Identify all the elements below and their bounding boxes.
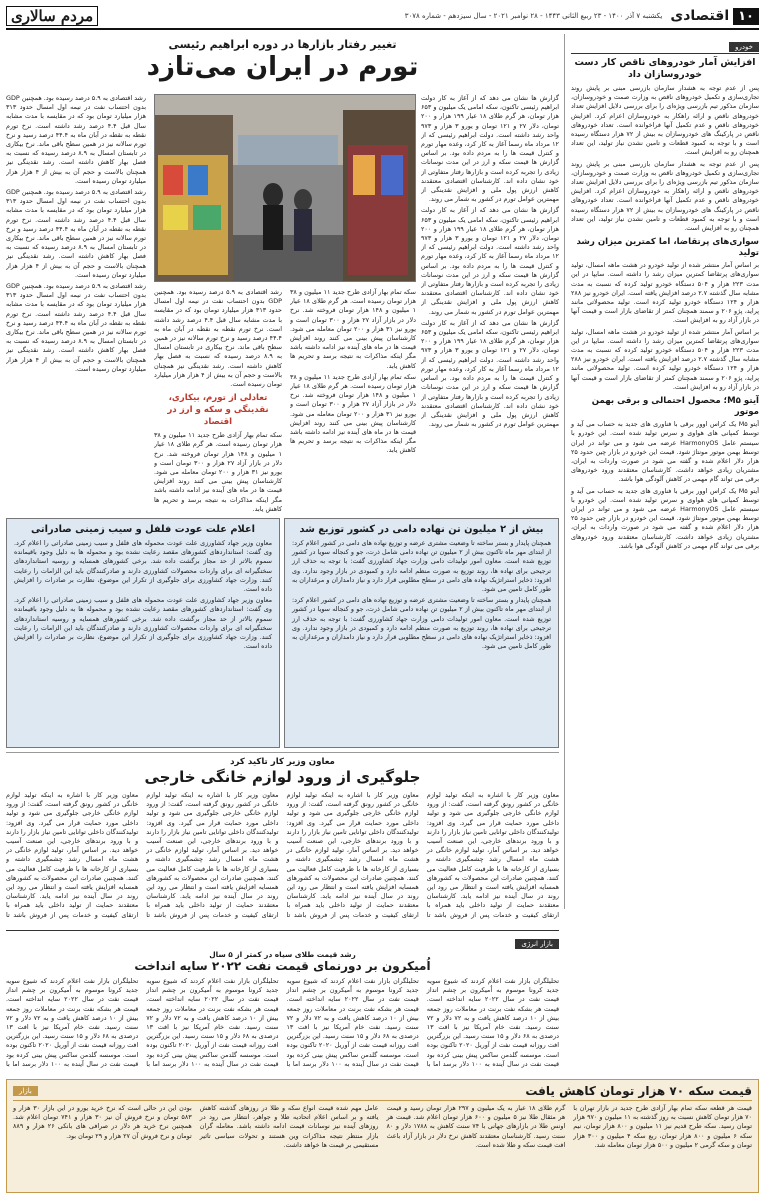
coin-price-story bbox=[6, 1079, 759, 1193]
under-photo-left-para: رشد اقتصادی به ۵.۹ درصد رسیده بود. همچنین GDP بدون احتساب نفت در نیمه اول امسال حدود ۳۱۳ هزار میلیارد تومان بود که در مقایسه با مدت مشابه سال قبل ۴.۴ درصد رشد داشته است. نرخ تورم نقطه به نقطه در آبان ماه به ۴۴.۴ درصد رسید و نرخ تورم سالانه نیز در همین سطح باقی ماند. نرخ بیکاری در تابستان امسال به ۸.۹ درصد رسیده که نسبت به فصل بهار کاهش داشته است. رشد نقدینگی نیز همچنان بالاست و حجم آن به بیش از ۴ هزار هزار میلیارد تومان رسیده است. bbox=[154, 288, 282, 389]
oil-col-1: تحلیلگران بازار نفت اعلام کردند که شیوع سویه جدید کرونا موسوم به اُمیکرون بر چشم انداز قیمت نفت در سال ۲۰۲۲ سایه انداخته است. قیمت هر بشکه نفت برنت در معاملات روز جمعه بیش از ۱۰ درصد کاهش یافت و به ۷۲ دلار و ۷۲ سنت رسید. نفت خام آمریکا نیز با افت ۱۳ درصدی به ۶۸ دلار و ۱۵ سنت رسید. این بزرگترین افت روزانه قیمت نفت از آوریل ۲۰۲۰ تاکنون بوده است. موسسه گلدمن ساکس پیش بینی کرده بود قیمت نفت در سال آینده به ۱۰۰ دلار برسد اما با bbox=[426, 977, 559, 1068]
main-col-right bbox=[421, 94, 559, 514]
livestock-feed-body: همچنان پایدار و بستر ساخته تا وضعیت مشتری عرضه و توزیع نهاده های دامی در کشور اعلام کرد: از ابتدای مهر ماه تاکنون بیش از ۲ میلیون تن نهاده دامی شامل ذرت، جو و کنجاله سویا در کشور توزیع شده است. معاون امور تولیدات دامی وزارت جهاد کشاورزی گفت: با توجه به حذف ارز ترجیحی برای نهاده ها، روند توزیع به صورت منظم ادامه دارد و کمبودی در بازار وجود ندارد. وی افزود: ذخایر استراتژیک نهاده های دامی در سطح مطلوبی قرار دارد و نیاز دامداران و مرغداران به طور کامل تامین می شود. bbox=[292, 539, 552, 594]
right-headline: افزایش آمار خودروهای ناقص کار دست خودروسازان داد bbox=[574, 57, 756, 80]
right-body-1b: پس از عدم توجه به هشدار سازمان بازرسی مبنی بر پایش روند تجاری‌سازی و تکمیل خودروهای ناقص به وزارت صمت و خودروسازان، سازمان مذکور تیم بازرسی ویژه‌ای را برای بررسی دلایل افزایش تعداد خودروهای ناقص و ارائه راهکار به خودروسازان اعزام کرد. افزایش خودروهای ناقص و عدم تکمیل آنها فراخوانده است. تعداد خودروهای ناقص در پارکینگ های خودروسازان به بیش از ۷۲ هزار دستگاه رسیده است و با توجه به کمبود قطعات و تامین نشدن نیاز تولید، این تعداد همچنان رو به افزایش است. bbox=[571, 159, 759, 233]
right-body-2b: بر اساس آمار منتشر شده از تولید خودرو در هشت ماهه امسال، تولید سواری‌های پرتقاضا کمترین میزان رشد را داشته است. سایپا در این مدت ۲۲۳ هزار و ۵۰۴ دستگاه خودرو تولید کرده که نسبت به مدت مشابه سال گذشته ۲.۷ درصد افزایش یافته است. ایران خودرو نیز ۲۸۸ هزار و ۱۲۴ دستگاه خودرو تولید کرده است. تولید محصولاتی مانند پراید، پژو ۲۰۶ و سمند همچنان کمتر از تقاضای بازار است و قیمت آنها در بازار آزاد رو به افزایش است. bbox=[571, 327, 759, 391]
section-name: اقتصادی bbox=[670, 8, 730, 24]
section-tag: خودرو bbox=[729, 42, 759, 52]
market-street-photo bbox=[154, 94, 416, 282]
appliance-col-1: معاون وزیر کار با اشاره به اینکه تولید لوازم خانگی در کشور رونق گرفته است، گفت: از ورود لوازم خانگی خارجی جلوگیری می شود و تولید داخلی مورد حمایت قرار می گیرد. وی افزود: تولیدکنندگان داخلی توانایی تامین نیاز بازار را دارند و با ورود برندهای خارجی، این صنعت آسیب خواهد دید. بر اساس آمار، تولید لوازم خانگی در هشت ماه امسال رشد چشمگیری داشته و بسیاری از کارخانه ها با ظرفیت کامل فعالیت می کنند. همچنین صادرات این محصولات به کشورهای همسایه افزایش یافته است و انتظار می رود این روند در سال آینده نیز ادامه یابد. کارشناسان معتقدند حمایت از تولید داخلی باید همراه با ارتقای کیفیت و خدمات پس از فروش باشد تا bbox=[426, 791, 559, 919]
coin-price-columns bbox=[13, 1104, 752, 1150]
right-column bbox=[564, 34, 759, 909]
oil-col-2: تحلیلگران بازار نفت اعلام کردند که شیوع سویه جدید کرونا موسوم به اُمیکرون بر چشم انداز قیمت نفت در سال ۲۰۲۲ سایه انداخته است. قیمت هر بشکه نفت برنت در معاملات روز جمعه بیش از ۱۰ درصد کاهش یافت و به ۷۲ دلار و ۷۲ سنت رسید. نفت خام آمریکا نیز با افت ۱۳ درصدی به ۶۸ دلار و ۱۵ سنت رسید. این بزرگترین افت روزانه قیمت نفت از آوریل ۲۰۲۰ تاکنون بوده است. موسسه گلدمن ساکس پیش بینی کرده بود قیمت نفت در سال آینده به ۱۰۰ دلار برسد اما با bbox=[286, 977, 419, 1068]
appliance-col-2: معاون وزیر کار با اشاره به اینکه تولید لوازم خانگی در کشور رونق گرفته است، گفت: از ورود لوازم خانگی خارجی جلوگیری می شود و تولید داخلی مورد حمایت قرار می گیرد. وی افزود: تولیدکنندگان داخلی توانایی تامین نیاز بازار را دارند و با ورود برندهای خارجی، این صنعت آسیب خواهد دید. بر اساس آمار، تولید لوازم خانگی در هشت ماه امسال رشد چشمگیری داشته و بسیاری از کارخانه ها با ظرفیت کامل فعالیت می کنند. همچنین صادرات این محصولات به کشورهای همسایه افزایش یافته است و انتظار می رود این روند در سال آینده نیز ادامه یابد. کارشناسان معتقدند حمایت از تولید داخلی باید همراه با ارتقای کیفیت و خدمات پس از فروش باشد تا bbox=[286, 791, 419, 919]
appliance-columns bbox=[6, 791, 559, 919]
page-number: ۱۰ bbox=[733, 8, 759, 25]
oil-col-4: تحلیلگران بازار نفت اعلام کردند که شیوع سویه جدید کرونا موسوم به اُمیکرون بر چشم انداز قیمت نفت در سال ۲۰۲۲ سایه انداخته است. قیمت هر بشکه نفت برنت در معاملات روز جمعه بیش از ۱۰ درصد کاهش یافت و به ۷۲ دلار و ۷۲ سنت رسید. نفت خام آمریکا نیز با افت ۱۳ درصدی به ۶۸ دلار و ۱۵ سنت رسید. این بزرگترین افت روزانه قیمت نفت از آوریل ۲۰۲۰ تاکنون بوده است. موسسه گلدمن ساکس پیش بینی کرده بود قیمت نفت در سال آینده به ۱۰۰ دلار برسد اما با bbox=[6, 977, 139, 1068]
export-return-title: اعلام علت عودت فلفل و سیب زمینی صادراتی bbox=[31, 524, 255, 535]
appliance-col-4: معاون وزیر کار با اشاره به اینکه تولید لوازم خانگی در کشور رونق گرفته است، گفت: از ورود لوازم خانگی خارجی جلوگیری می شود و تولید داخلی مورد حمایت قرار می گیرد. وی افزود: تولیدکنندگان داخلی توانایی تامین نیاز بازار را دارند و با ورود برندهای خارجی، این صنعت آسیب خواهد دید. بر اساس آمار، تولید لوازم خانگی در هشت ماه امسال رشد چشمگیری داشته و بسیاری از کارخانه ها با ظرفیت کامل فعالیت می کنند. همچنین صادرات این محصولات به کشورهای همسایه افزایش یافته است و انتظار می رود این روند در سال آینده نیز ادامه یابد. کارشناسان معتقدند حمایت از تولید داخلی باید همراه با ارتقای کیفیت و خدمات پس از فروش باشد تا bbox=[6, 791, 139, 919]
right-tag-bar bbox=[571, 34, 759, 54]
main-story bbox=[6, 34, 559, 514]
main-col-left-para-1: رشد اقتصادی به ۵.۹ درصد رسیده بود. همچنین GDP بدون احتساب نفت در نیمه اول امسال حدود ۳۱۳ هزار میلیارد تومان بود که در مقایسه با مدت مشابه سال قبل ۴.۴ درصد رشد داشته است. نرخ تورم نقطه به نقطه در آبان ماه به ۴۴.۴ درصد رسید و نرخ تورم سالانه نیز در همین سطح باقی ماند. نرخ بیکاری در تابستان امسال به ۸.۹ درصد رسیده که نسبت به فصل بهار کاهش داشته است. رشد نقدینگی نیز همچنان بالاست و حجم آن به بیش از ۴ هزار هزار میلیارد تومان رسیده است. bbox=[6, 94, 146, 185]
oil-tag-wrap bbox=[6, 931, 559, 950]
coin-col-3: عامل مهم شده قیمت انواع سکه و طلا در روزهای گذشته کاهش یافته و بر اساس اعلام اتحادیه طلا و جواهر، انتظار می رود در روزهای آینده نیز نوسانات قیمت ادامه داشته باشد. معامله گران بازار منتظر نتیجه مذاکرات وین هستند و تحولات سیاسی تاثیر مستقیمی بر قیمت ها خواهد داشت. bbox=[199, 1104, 379, 1149]
coin-price-headline: قیمت سکه ۷۰ هزار تومان کاهش یافت bbox=[525, 1084, 752, 1098]
under-photo-right-para: سکه تمام بهار آزادی طرح جدید ۱۱ میلیون و ۳۸ هزار تومان رسیده است. هر گرم طلای ۱۸ عیار ۱ میلیون و ۱۴۸ هزار تومان فروخته شد. نرخ دلار در بازار آزاد ۲۷ هزار و ۳۰۰ تومان است و یورو نیز ۳۱ هزار و ۲۰۰ تومان معامله می شود. کارشناسان پیش بینی می کنند روند افزایش قیمت ها در ماه های آینده نیز ادامه داشته باشد مگر اینکه مذاکرات به نتیجه برسد و تحریم ها کاهش یابد. bbox=[290, 288, 416, 370]
livestock-feed-box bbox=[284, 518, 559, 748]
date-line: یکشنبه ۷ آذر ۱۴۰۰ - ۲۳ ربیع الثانی ۱۴۴۳ - ۲۸ نوامبر ۲۰۲۱ - سال سیزدهم - شماره ۳۰۷۸ bbox=[404, 12, 663, 20]
main-kicker: تغییر رفتار بازارها در دوره ابراهیم رئیسی bbox=[168, 38, 397, 51]
main-col-right-para-2: گزارش ها نشان می دهد که از آغاز به کار دولت ابراهیم رئیسی تاکنون، سکه امامی یک میلیون و ۶۵۳ هزار تومان، هر گرم طلای ۱۸ عیار ۱۹۹ هزار و ۲۰۰ تومان، دلار ۲۷ و ۱۲۱ تومان و یورو ۳ هزار و ۹۷۳ واحد رشد داشته است. دولت ابراهیم رئیسی که از ۱۲ مرداد ماه رسما آغاز به کار کرد، وعده مهار تورم و کنترل قیمت ها را به مردم داده بود. بر اساس گزارش ها قیمت سکه و ارز در این مدت نوسانات زیادی را تجربه کرده است و بازارها رفتار متفاوتی از خود نشان داده اند. کارشناسان اقتصادی معتقدند کاهش ارزش پول ملی و افزایش نقدینگی از مهمترین عوامل تورم در کشور به شمار می روند. bbox=[421, 206, 559, 316]
livestock-feed-title: بیش از ۲ میلیون تن نهاده دامی در کشور توزیع شد bbox=[299, 524, 544, 535]
oil-columns bbox=[6, 977, 559, 1069]
coin-price-tag: بازار bbox=[13, 1086, 38, 1096]
appliance-story bbox=[6, 752, 559, 927]
right-body-1: پس از عدم توجه به هشدار سازمان بازرسی مبنی بر پایش روند تجاری‌سازی و تکمیل خودروهای ناقص به وزارت صمت و خودروسازان، سازمان مذکور تیم بازرسی ویژه‌ای را برای بررسی دلایل افزایش تعداد خودروهای ناقص و ارائه راهکار به خودروسازان اعزام کرد. افزایش خودروهای ناقص و عدم تکمیل آنها فراخوانده است. تعداد خودروهای ناقص در پارکینگ های خودروسازان به بیش از ۷۲ هزار دستگاه رسیده است و با توجه به کمبود قطعات و تامین نشدن نیاز تولید، این تعداد همچنان رو به افزایش است. bbox=[571, 84, 759, 157]
oil-col-3: تحلیلگران بازار نفت اعلام کردند که شیوع سویه جدید کرونا موسوم به اُمیکرون بر چشم انداز قیمت نفت در سال ۲۰۲۲ سایه انداخته است. قیمت هر بشکه نفت برنت در معاملات روز جمعه بیش از ۱۰ درصد کاهش یافت و به ۷۲ دلار و ۷۲ سنت رسید. نفت خام آمریکا نیز با افت ۱۳ درصدی به ۶۸ دلار و ۱۵ سنت رسید. این بزرگترین افت روزانه قیمت نفت از آوریل ۲۰۲۰ تاکنون بوده است. موسسه گلدمن ساکس پیش بینی کرده بود قیمت نفت در سال آینده به ۱۰۰ دلار برسد اما با bbox=[146, 977, 279, 1068]
under-photo-left-para-2: سکه تمام بهار آزادی طرح جدید ۱۱ میلیون و ۳۸ هزار تومان رسیده است. هر گرم طلای ۱۸ عیار ۱ میلیون و ۱۴۸ هزار تومان فروخته شد. نرخ دلار در بازار آزاد ۲۷ هزار و ۳۰۰ تومان است و یورو نیز ۳۱ هزار و ۲۰۰ تومان معامله می شود. کارشناسان پیش بینی می کنند روند افزایش قیمت ها در ماه های آینده نیز ادامه داشته باشد مگر اینکه مذاکرات به نتیجه برسد و تحریم ها کاهش یابد. bbox=[154, 431, 282, 513]
coin-col-4: بودن این در حالی است که نرخ خرید یورو در این بازار ۳۰ هزار و ۵۸۳ تومان و نرخ فروش آن نیز ۳۰ هزار و ۷۴۱ تومان اعلام شد. همچنین نرخ خرید هر دلار در صرافی های بانکی ۲۶ هزار و ۸۸۹ تومان و نرخ فروش آن ۲۷ هزار و ۲۹ تومان بود. bbox=[13, 1104, 192, 1140]
main-headline: تورم در ایران می‌تازد bbox=[146, 52, 419, 82]
appliance-col-3: معاون وزیر کار با اشاره به اینکه تولید لوازم خانگی در کشور رونق گرفته است، گفت: از ورود لوازم خانگی خارجی جلوگیری می شود و تولید داخلی مورد حمایت قرار می گیرد. وی افزود: تولیدکنندگان داخلی توانایی تامین نیاز بازار را دارند و با ورود برندهای خارجی، این صنعت آسیب خواهد دید. بر اساس آمار، تولید لوازم خانگی در هشت ماه امسال رشد چشمگیری داشته و بسیاری از کارخانه ها با ظرفیت کامل فعالیت می کنند. همچنین صادرات این محصولات به کشورهای همسایه افزایش یافته است و انتظار می رود این روند در سال آینده نیز ادامه یابد. کارشناسان معتقدند حمایت از تولید داخلی باید همراه با ارتقای کیفیت و خدمات پس از فروش باشد تا bbox=[146, 791, 279, 919]
right-body-2: بر اساس آمار منتشر شده از تولید خودرو در هشت ماهه امسال، تولید سواری‌های پرتقاضا کمترین میزان رشد را داشته است. سایپا در این مدت ۲۲۳ هزار و ۵۰۴ دستگاه خودرو تولید کرده که نسبت به مدت مشابه سال گذشته ۲.۷ درصد افزایش یافته است. ایران خودرو نیز ۲۸۸ هزار و ۱۲۴ دستگاه خودرو تولید کرده است. تولید محصولاتی مانند پراید، پژو ۲۰۶ و سمند همچنان کمتر از تقاضای بازار است و قیمت آنها در بازار آزاد رو به افزایش است. bbox=[571, 261, 759, 325]
main-col-left-para-2: رشد اقتصادی به ۵.۹ درصد رسیده بود. همچنین GDP بدون احتساب نفت در نیمه اول امسال حدود ۳۱۳ هزار میلیارد تومان بود که در مقایسه با مدت مشابه سال قبل ۴.۴ درصد رشد داشته است. نرخ تورم نقطه به نقطه در آبان ماه به ۴۴.۴ درصد رسید و نرخ تورم سالانه نیز در همین سطح باقی ماند. نرخ بیکاری در تابستان امسال به ۸.۹ درصد رسیده که نسبت به فصل بهار کاهش داشته است. رشد نقدینگی نیز همچنان بالاست و حجم آن به بیش از ۴ هزار هزار میلیارد تومان رسیده است. bbox=[6, 188, 146, 279]
coin-col-2: گرم طلای ۱۸ عیار به یک میلیون و ۲۹۷ هزار تومان رسید و قیمت هر مثقال طلا نیز ۵ میلیون و ۶۰۰ هزار تومان اعلام شد. قیمت هر اونس طلا در بازارهای جهانی با ۷۴ سنت کاهش به ۱۷۸۸ دلار و ۸۰ سنت رسید. کارشناسان معتقدند کاهش نرخ دلار در بازار آزاد باعث افت قیمت سکه و طلا شده است. bbox=[386, 1104, 566, 1149]
oil-story bbox=[6, 930, 559, 1076]
coin-price-top bbox=[13, 1084, 752, 1101]
right-subhead-2: آیتو M۵؛ محصول احتمالی و برقی بهمن موتور bbox=[591, 396, 759, 418]
page-section bbox=[670, 8, 759, 25]
export-return-body-2: معاون وزیر جهاد کشاورزی علت عودت محموله های فلفل و سیب زمینی صادراتی را اعلام کرد. وی گفت: استانداردهای کشورهای مقصد رعایت نشده بود و محموله ها به دلیل وجود باقیمانده سموم بالاتر از حد مجاز برگشت داده شد. برخی کشورهای همسایه و روسیه استانداردهای سختگیرانه ای برای واردات محصولات کشاورزی دارند و صادرکنندگان باید این الزامات را رعایت کنند. وزارت جهاد کشاورزی برای جلوگیری از تکرار این موضوع، نظارت بر صادرات را افزایش داده است. bbox=[14, 596, 272, 651]
oil-kicker: رشد قیمت طلای سیاه در کمتر از ۵ سال bbox=[209, 950, 356, 959]
main-col-right-para-3: گزارش ها نشان می دهد که از آغاز به کار دولت ابراهیم رئیسی تاکنون، سکه امامی یک میلیون و ۶۵۳ هزار تومان، هر گرم طلای ۱۸ عیار ۱۹۹ هزار و ۲۰۰ تومان، دلار ۲۷ و ۱۲۱ تومان و یورو ۳ هزار و ۹۷۳ واحد رشد داشته است. دولت ابراهیم رئیسی که از ۱۲ مرداد ماه رسما آغاز به کار کرد، وعده مهار تورم و کنترل قیمت ها را به مردم داده بود. بر اساس گزارش ها قیمت سکه و ارز در این مدت نوسانات زیادی را تجربه کرده است و بازارها رفتار متفاوتی از خود نشان داده اند. کارشناسان اقتصادی معتقدند کاهش ارزش پول ملی و افزایش نقدینگی از مهمترین عوامل تورم در کشور به شمار می روند. bbox=[421, 318, 559, 429]
appliance-headline: جلوگیری از ورود لوازم خانگی خارجی bbox=[144, 768, 421, 786]
coin-col-1: قیمت هر قطعه سکه تمام بهار آزادی طرح جدید در بازار تهران با ۷۰ هزار تومان کاهش نسبت به روز گذشته به ۱۱ میلیون و ۹۷۰ هزار تومان رسید. سکه طرح قدیم نیز ۱۱ میلیون و ۸۰۰ هزار تومان، نیم سکه ۶ میلیون و ۸۰۰ هزار تومان، ربع سکه ۴ میلیون و ۳۰۰ هزار تومان و سکه گرمی ۲ میلیون و ۵۰۰ هزار تومان معامله شد. bbox=[573, 1104, 752, 1149]
main-col-under-photo-right bbox=[290, 288, 416, 514]
right-body-3: آیتو M۵ یک کراس اوور برقی با فناوری های جدید به حساب می آید و توسط کمپانی های هواوی و سرس تولید شده است. این خودرو با سیستم عامل HarmonyOS عرضه می شود و می تواند در ایران توسط بهمن موتور مونتاژ شود. قیمت این خودرو در بازار چین حدود ۲۵ هزار دلار اعلام شده و گفته می شود در صورت واردات به ایران، مشتریان زیادی خواهد داشت. کارشناسان معتقدند ورود خودروهای برقی می تواند گام مهمی در کاهش آلودگی هوا باشد. bbox=[571, 420, 759, 484]
oil-tag: بازار انرژی bbox=[515, 939, 559, 949]
main-col-right-para-1: گزارش ها نشان می دهد که از آغاز به کار دولت ابراهیم رئیسی تاکنون، سکه امامی یک میلیون و ۶۵۳ هزار تومان، هر گرم طلای ۱۸ عیار ۱۹۹ هزار و ۲۰۰ تومان، دلار ۲۷ و ۱۲۱ تومان و یورو ۳ هزار و ۹۷۳ واحد رشد داشته است. دولت ابراهیم رئیسی که از ۱۲ مرداد ماه رسما آغاز به کار کرد، وعده مهار تورم و کنترل قیمت ها را به مردم داده بود. بر اساس گزارش ها قیمت سکه و ارز در این مدت نوسانات زیادی را تجربه کرده است و بازارها رفتار متفاوتی از خود نشان داده اند. کارشناسان اقتصادی معتقدند کاهش ارزش پول ملی و افزایش نقدینگی از مهمترین عوامل تورم در کشور به شمار می روند. bbox=[421, 94, 559, 204]
right-subhead-1: سواری‌های پرتقاضا، اما کمترین میزان رشد تولید bbox=[576, 237, 759, 259]
right-body-3b: آیتو M۵ یک کراس اوور برقی با فناوری های جدید به حساب می آید و توسط کمپانی های هواوی و سرس تولید شده است. این خودرو با سیستم عامل HarmonyOS عرضه می شود و می تواند در ایران توسط بهمن موتور مونتاژ شود. قیمت این خودرو در بازار چین حدود ۲۵ هزار دلار اعلام شده و گفته می شود در صورت واردات به ایران، مشتریان زیادی خواهد داشت. کارشناسان معتقدند ورود خودروهای برقی می تواند گام مهمی در کاهش آلودگی هوا باشد. bbox=[571, 486, 759, 550]
pull-quote: تعادلی از تورم، بیکاری، نقدینگی و سکه و ارز در اقتصاد bbox=[167, 393, 269, 428]
under-photo-right-para-2: سکه تمام بهار آزادی طرح جدید ۱۱ میلیون و ۳۸ هزار تومان رسیده است. هر گرم طلای ۱۸ عیار ۱ میلیون و ۱۴۸ هزار تومان فروخته شد. نرخ دلار در بازار آزاد ۲۷ هزار و ۳۰۰ تومان است و یورو نیز ۳۱ هزار و ۲۰۰ تومان معامله می شود. کارشناسان پیش بینی می کنند روند افزایش قیمت ها در ماه های آینده نیز ادامه داشته باشد مگر اینکه مذاکرات به نتیجه برسد و تحریم ها کاهش یابد. bbox=[290, 372, 416, 455]
page-header bbox=[6, 4, 759, 30]
livestock-feed-body-2: همچنان پایدار و بستر ساخته تا وضعیت مشتری عرضه و توزیع نهاده های دامی در کشور اعلام کرد: از ابتدای مهر ماه تاکنون بیش از ۲ میلیون تن نهاده دامی شامل ذرت، جو و کنجاله سویا در کشور توزیع شده است. معاون امور تولیدات دامی وزارت جهاد کشاورزی گفت: با توجه به حذف ارز ترجیحی برای نهاده ها، روند توزیع به صورت منظم ادامه دارد و کمبودی در بازار وجود ندارد. وی افزود: ذخایر استراتژیک نهاده های دامی در سطح مطلوبی قرار دارد و نیاز دامداران و مرغداران به طور کامل تامین می شود. bbox=[292, 596, 552, 651]
newspaper-logo: مردم سالاری bbox=[6, 6, 98, 26]
oil-headline: اُمیکرون بر دورنمای قیمت نفت ۲۰۲۲ سایه انداخت bbox=[134, 959, 431, 973]
appliance-kicker: معاون وزیر کار تاکید کرد bbox=[230, 757, 335, 767]
main-col-left bbox=[6, 94, 146, 514]
main-col-left-para-3: رشد اقتصادی به ۵.۹ درصد رسیده بود. همچنین GDP بدون احتساب نفت در نیمه اول امسال حدود ۳۱۳ هزار میلیارد تومان بود که در مقایسه با مدت مشابه سال قبل ۴.۴ درصد رشد داشته است. نرخ تورم نقطه به نقطه در آبان ماه به ۴۴.۴ درصد رسید و نرخ تورم سالانه نیز در همین سطح باقی ماند. نرخ بیکاری در تابستان امسال به ۸.۹ درصد رسیده که نسبت به فصل بهار کاهش داشته است. رشد نقدینگی نیز همچنان بالاست و حجم آن به بیش از ۴ هزار هزار میلیارد تومان رسیده است. bbox=[6, 282, 146, 373]
export-return-body: معاون وزیر جهاد کشاورزی علت عودت محموله های فلفل و سیب زمینی صادراتی را اعلام کرد. وی گفت: استانداردهای کشورهای مقصد رعایت نشده بود و محموله ها به دلیل وجود باقیمانده سموم بالاتر از حد مجاز برگشت داده شد. برخی کشورهای همسایه و روسیه استانداردهای سختگیرانه ای برای واردات محصولات کشاورزی دارند و صادرکنندگان باید این الزامات را رعایت کنند. وزارت جهاد کشاورزی برای جلوگیری از تکرار این موضوع، نظارت بر صادرات را افزایش داده است. bbox=[14, 539, 272, 594]
main-col-under-photo-left bbox=[154, 288, 282, 514]
export-return-box bbox=[6, 518, 280, 748]
